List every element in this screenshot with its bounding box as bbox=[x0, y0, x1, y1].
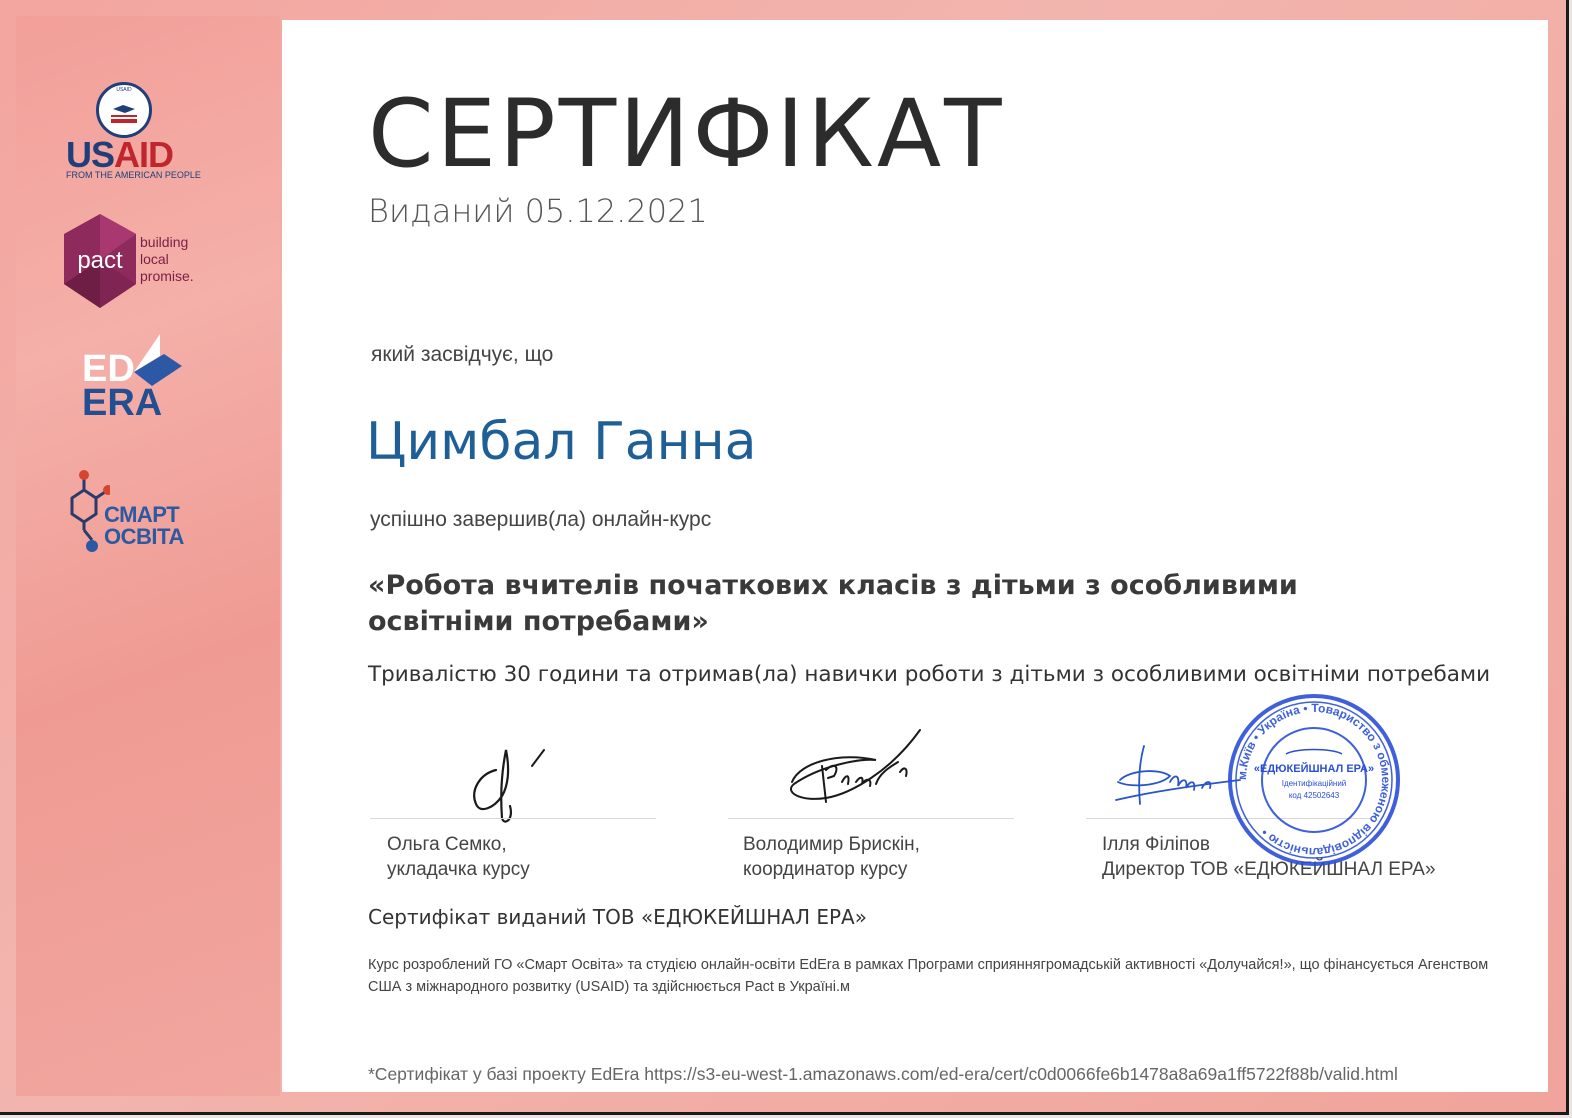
signatory-2 bbox=[743, 832, 920, 882]
usaid-seal-icon bbox=[96, 82, 152, 138]
signatory-3-name: Ілля Філіпов bbox=[1102, 834, 1210, 855]
signatory-1 bbox=[387, 832, 530, 882]
course-duration: Тривалістю 30 години та отримав(ла) навички роботи з дітьми з особливими освітніми потребами bbox=[368, 662, 1491, 687]
signatory-1-name: Ольга Семко, bbox=[387, 834, 507, 855]
edera-era-text: ERA bbox=[82, 382, 163, 424]
smart-osvita-wordmark: СМАРТ ОСВІТА bbox=[104, 502, 184, 549]
svg-text:код 42502643: код 42502643 bbox=[1288, 791, 1340, 800]
verification-url[interactable]: *Сертифікат у базі проекту EdEra https://s3-eu-west-1.amazonaws.com/ed-era/cert/c0d0066fe6b1478a8a69a1ff5722f88b/valid.html bbox=[368, 1064, 1398, 1084]
pact-tagline: building local promise. bbox=[140, 234, 194, 284]
certificate-title: СЕРТИФІКАТ bbox=[368, 80, 1005, 189]
usaid-logo bbox=[60, 82, 201, 182]
signature-2-image bbox=[780, 722, 940, 822]
logo-sidebar bbox=[16, 16, 280, 1096]
smart-osvita-logo bbox=[70, 468, 220, 558]
signatory-2-role: координатор курсу bbox=[743, 859, 908, 880]
usaid-seal-text: USAID bbox=[116, 87, 132, 93]
edera-logo bbox=[78, 330, 198, 430]
signature-1-line bbox=[370, 818, 656, 819]
signature-1-image bbox=[440, 730, 570, 830]
signatory-3-role: Директор ТОВ «ЕДЮКЕЙШНАЛ ЕРА» bbox=[1102, 859, 1436, 880]
usaid-wordmark: USAID bbox=[66, 134, 174, 175]
company-stamp-icon bbox=[1226, 692, 1402, 868]
usaid-tagline: FROM THE AMERICAN PEOPLE bbox=[66, 170, 201, 180]
course-title: «Робота вчителів початкових класів з дітьми з особливими освітніми потребами» bbox=[368, 570, 1298, 637]
signatory-1-role: укладачка курсу bbox=[387, 859, 530, 880]
pact-hexagon-icon bbox=[60, 212, 140, 312]
svg-text:«ЕДЮКЕЙШНАЛ ЕРА»: «ЕДЮКЕЙШНАЛ ЕРА» bbox=[1253, 763, 1375, 775]
certifies-text: який засвідчує, що bbox=[371, 343, 554, 366]
signature-2-line bbox=[728, 818, 1014, 819]
signatory-2-name: Володимир Брискін, bbox=[743, 834, 920, 855]
edera-ed-text: ED bbox=[82, 348, 135, 390]
edera-arrow-icon bbox=[128, 330, 188, 390]
svg-text:pact: pact bbox=[77, 247, 123, 274]
funding-note: Курс розроблений ГО «Смарт Освіта» та студією онлайн-освіти EdEra в рамках Програми сприяннягромадській активності «Долучайся!», що фінансується Агенством США з міжнародного розвитку (USAID) та здійснюється Pact в Україні.м bbox=[368, 957, 1489, 995]
svg-text:Ідентифікаційний: Ідентифікаційний bbox=[1281, 779, 1347, 788]
completion-text: успішно завершив(ла) онлайн-курс bbox=[370, 508, 712, 531]
recipient-name: Цимбал Ганна bbox=[366, 412, 757, 472]
issuer-text: Сертифікат виданий ТОВ «ЕДЮКЕЙШНАЛ ЕРА» bbox=[368, 905, 867, 929]
pact-logo bbox=[60, 212, 220, 312]
issue-date: Виданий 05.12.2021 bbox=[368, 192, 708, 230]
svg-text:м.Київ • Україна • Товариство: м.Київ • Україна • Товариство з обмеженою відповідальністю • bbox=[1234, 700, 1394, 860]
